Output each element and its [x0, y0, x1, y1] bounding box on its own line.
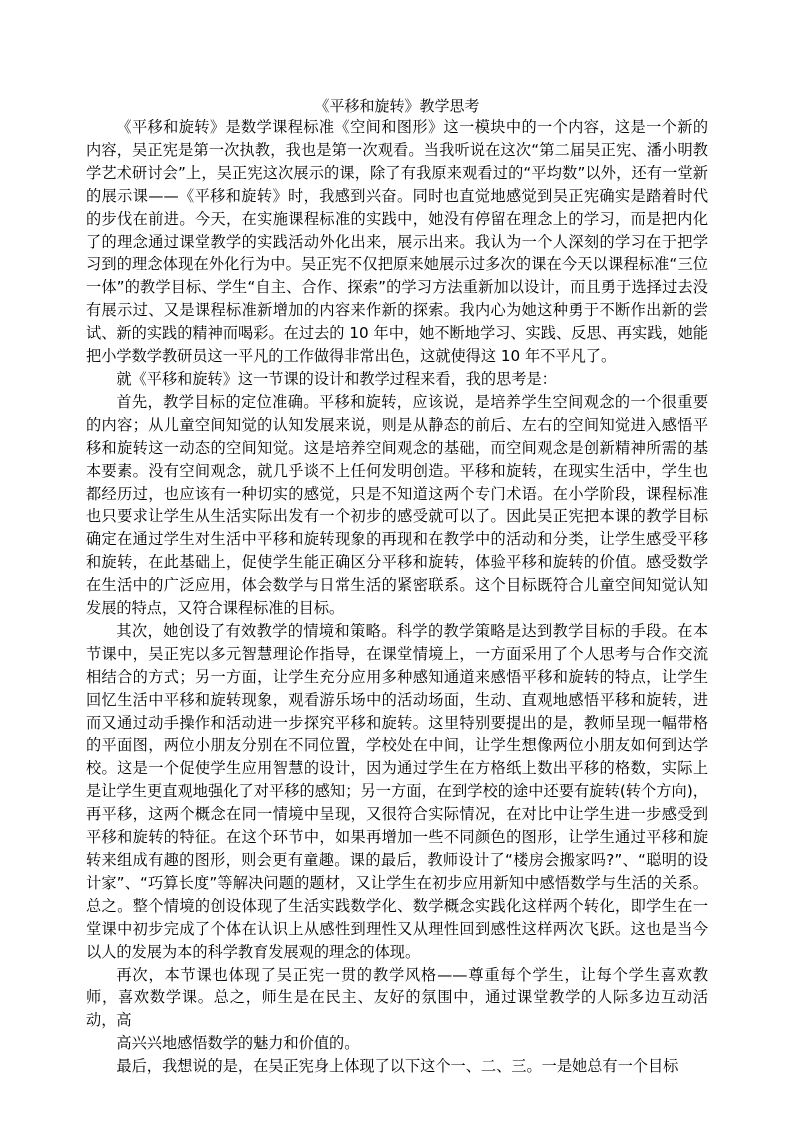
paragraph-final-point: 最后，我想说的是，在吴正宪身上体现了以下这个一、二、三。一是她总有一个目标 — [116, 1057, 679, 1076]
paragraph-first-point: 首先，教学目标的定位准确。平移和旋转，应该说，是培养学生空间观念的一个很重要的内容；从儿童空间知觉的认知发展来说，则是从静态的前后、左右的空间知觉进入感悟平移和旋转这一动态的空间知觉。这是培养空间观念的基础，而空间观念是创新精神所需的基本要素。没有空间观念，就几乎谈不上任何发明创造。平移和旋转，在现实生活中，学生也都经历过，也应该有一种切实的感觉，只是不知道这两个专门术语。在小学阶段，课程标准也只要求让学生从生活实际出发有一个初步的感受就可以了。因此吴正宪把本课的教学目标确定在通过学生对生活中平移和旋转现象的再现和在教学中的活动和分类，让学生感受平移和旋转，在此基础上，促使学生能正确区分平移和旋转，体验平移和旋转的价值。感受数学在生活中的广泛应用，体会数学与日常生活的紧密联系。这个目标既符合儿童空间知觉认知发展的特点，又符合课程标准的目标。 — [86, 392, 708, 618]
paragraph-reflection-lead: 就《平移和旋转》这一节课的设计和教学过程来看，我的思考是： — [116, 369, 557, 388]
paragraph-third-point: 再次，本节课也体现了吴正宪一贯的教学风格——尊重每个学生，让每个学生喜欢教师，喜欢数学课。总之，师生是在民主、友好的氛围中，通过课堂教学的人际多边互动活动，高 — [86, 965, 708, 1030]
document-page — [86, 96, 708, 1078]
paragraph-second-point: 其次，她创设了有效教学的情境和策略。科学的教学策略是达到教学目标的手段。在本节课中，吴正宪以多元智慧理论作指导，在课堂情境上，一方面采用了个人思考与合作交流相结合的方式；另一方面，让学生充分应用多种感知通道来感悟平移和旋转的特点，让学生回忆生活中平移和旋转现象，观看游乐场中的活动场面，生动、直观地感悟平移和旋转，进而又通过动手操作和活动进一步探究平移和旋转。这里特别要提出的是，教师呈现一幅带格的平面图，两位小朋友分别在不同位置，学校处在中间，让学生想像两位小朋友如何到达学校。这是一个促使学生应用智慧的设计，因为通过学生在方格纸上数出平移的格数，实际上是让学生更直观地强化了对平移的感知；另一方面，在到学校的途中还要有旋转(转个方向)，再平移，这两个概念在同一情境中呈现，又很符合实际情况，在对比中让学生进一步感受到平移和旋转的特征。在这个环节中，如果再增加一些不同颜色的图形，让学生通过平移和旋转来组成有趣的图形，则会更有童趣。课的最后，教师设计了“楼房会搬家吗?”、“聪明的设计家”、“巧算长度”等解决问题的题材，又让学生在初步应用新知中感悟数学与生活的关系。总之。整个情境的创设体现了生活实践数学化、数学概念实践化这样两个转化，即学生在一堂课中初步完成了个体在认识上从感性到理性又从理性回到感性这样两次飞跃。这也是当今以人的发展为本的科学教育发展观的理念的体现。 — [86, 621, 708, 961]
paragraph-third-point-continued: 高兴兴地感悟数学的魅力和价值的。 — [116, 1034, 360, 1053]
paragraph-intro: 《平移和旋转》是数学课程标准《空间和图形》这一模块中的一个内容，这是一个新的内容，吴正宪是第一次执教，我也是第一次观看。当我听说在这次“第二届吴正宪、潘小明教学艺术研讨会”上，吴正宪这次展示的课，除了有我原来观看过的“平均数”以外，还有一堂新的展示课——《平移和旋转》时，我感到兴奋。同时也直觉地感觉到吴正宪确实是踏着时代的步伐在前进。今天，在实施课程标准的实践中，她没有停留在理念上的学习，而是把内化了的理念通过课堂教学的实践活动外化出来，展示出来。我认为一个人深刻的学习在于把学习到的理念体现在外化行为中。吴正宪不仅把原来她展示过多次的课在今天以课程标准“三位一体”的教学目标、学生“自主、合作、探索”的学习方法重新加以设计，而且勇于选择过去没有展示过、又是课程标准新增加的内容来作新的探索。我内心为她这种勇于不断作出新的尝试、新的实践的精神而喝彩。在过去的 10 年中，她不断地学习、实践、反思、再实践，她能把小学数学教研员这一平凡的工作做得非常出色，这就使得这 10 年不平凡了。 — [86, 118, 708, 366]
document-title: 《平移和旋转》教学思考 — [314, 97, 480, 115]
